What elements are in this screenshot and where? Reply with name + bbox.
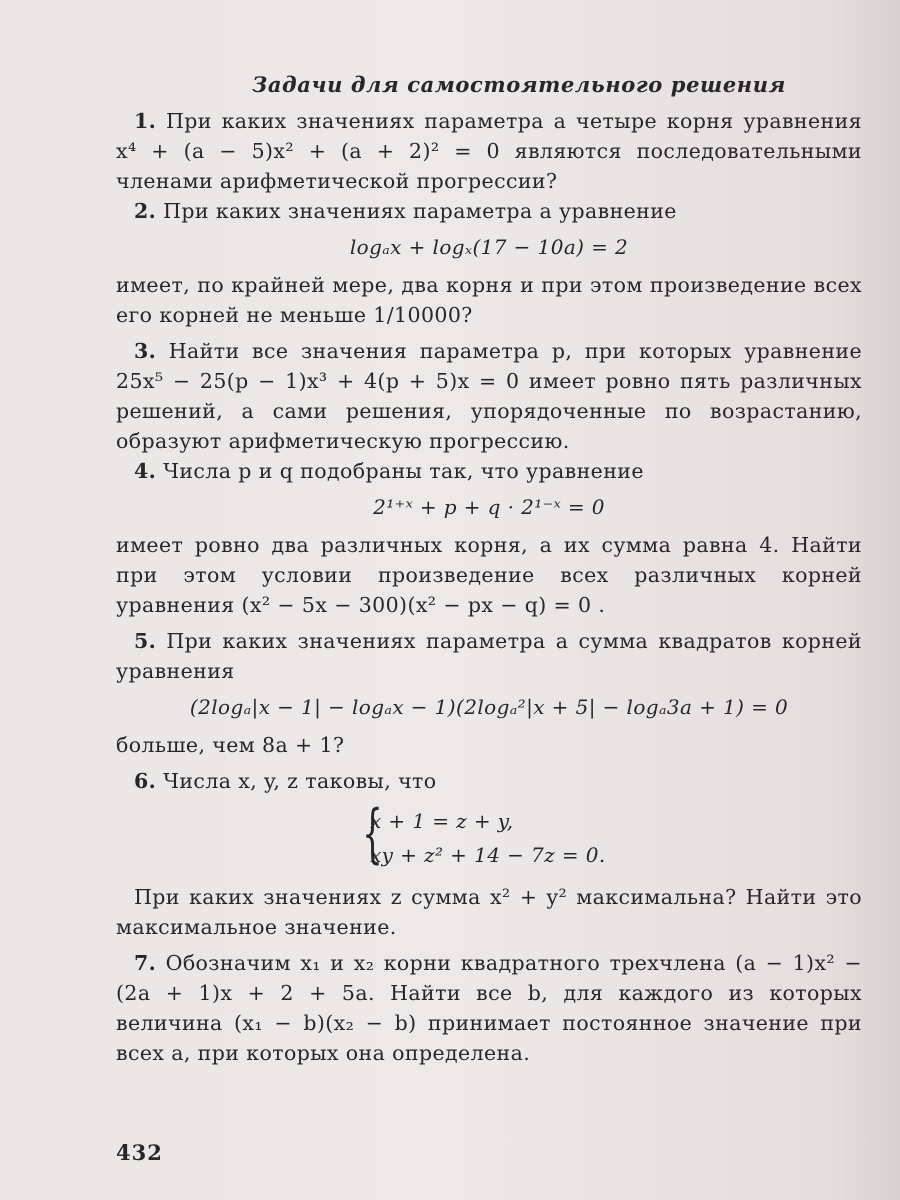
- problem-6: [116, 766, 862, 796]
- problem-5-continuation: больше, чем 8a + 1?: [116, 733, 345, 757]
- problem-number: 6.: [134, 769, 157, 793]
- problem-text: При каких значениях параметра a сумма квадратов корней уравнения: [116, 629, 862, 683]
- problem-5: [116, 626, 862, 686]
- problem-number: 4.: [134, 459, 157, 483]
- system-equation-1: x + 1 = z + y,: [370, 809, 514, 833]
- problem-6-continuation: При каких значениях z сумма x² + y² максимальна? Найти это максимальное значение.: [116, 885, 862, 939]
- system-brace: {: [362, 797, 383, 871]
- problem-text: Числа x, y, z таковы, что: [163, 769, 437, 793]
- problem-text: Обозначим x₁ и x₂ корни квадратного трехчлена (a − 1)x² − (2a + 1)x + 2 + 5a. Найти все b, для каждого из которых величина (x₁ − b)(x₂ − b) принимает постоянное значение при всех a, при которых она определена.: [116, 951, 863, 1065]
- problem-5-formula: (2logₐ|x − 1| − logₐx − 1)(2logₐ²|x + 5| − logₐ3a + 1) = 0: [189, 695, 789, 719]
- problem-4-continuation: имеет ровно два различных корня, а их сумма равна 4. Найти при этом условии произведение всех различных корней уравнения (x² − 5x − 300)(x² − px − q) = 0 .: [116, 533, 862, 617]
- problem-text: Найти все значения параметра p, при которых уравнение 25x⁵ − 25(p − 1)x³ + 4(p + 5)x = 0 имеет ровно пять различных решений, а сами решения, упорядоченные по возрастанию, образуют арифметическую прогрессию.: [116, 339, 862, 453]
- problem-3: [116, 336, 862, 456]
- page-content: [116, 70, 862, 1068]
- section-heading: Задачи для самостоятельного решения: [252, 72, 786, 97]
- problem-7: [116, 948, 862, 1068]
- problem-2: [116, 196, 862, 226]
- problem-number: 5.: [134, 629, 157, 653]
- problem-2-formula: logₐx + logₓ(17 − 10a) = 2: [349, 235, 629, 259]
- problem-1: [116, 106, 862, 196]
- problem-6-system: [356, 797, 862, 872]
- problem-number: 2.: [134, 199, 157, 223]
- problem-text: При каких значениях параметра a четыре корня уравнения x⁴ + (a − 5)x² + (a + 2)² = 0 являются последовательными членами арифметической прогрессии?: [116, 109, 862, 193]
- problem-number: 1.: [134, 109, 157, 133]
- problem-text: Числа p и q подобраны так, что уравнение: [163, 459, 644, 483]
- problem-text: При каких значениях параметра a уравнение: [163, 199, 677, 223]
- page-number: 432: [116, 1140, 163, 1165]
- system-equation-2: xy + z² + 14 − 7z = 0.: [370, 843, 606, 867]
- problem-number: 3.: [134, 339, 157, 363]
- problem-4-formula: 2¹⁺ˣ + p + q · 2¹⁻ˣ = 0: [373, 495, 605, 519]
- problem-number: 7.: [134, 951, 157, 975]
- problem-4: [116, 456, 862, 486]
- problem-2-continuation: имеет, по крайней мере, два корня и при этом произведение всех его корней не меньше 1/10000?: [116, 273, 862, 327]
